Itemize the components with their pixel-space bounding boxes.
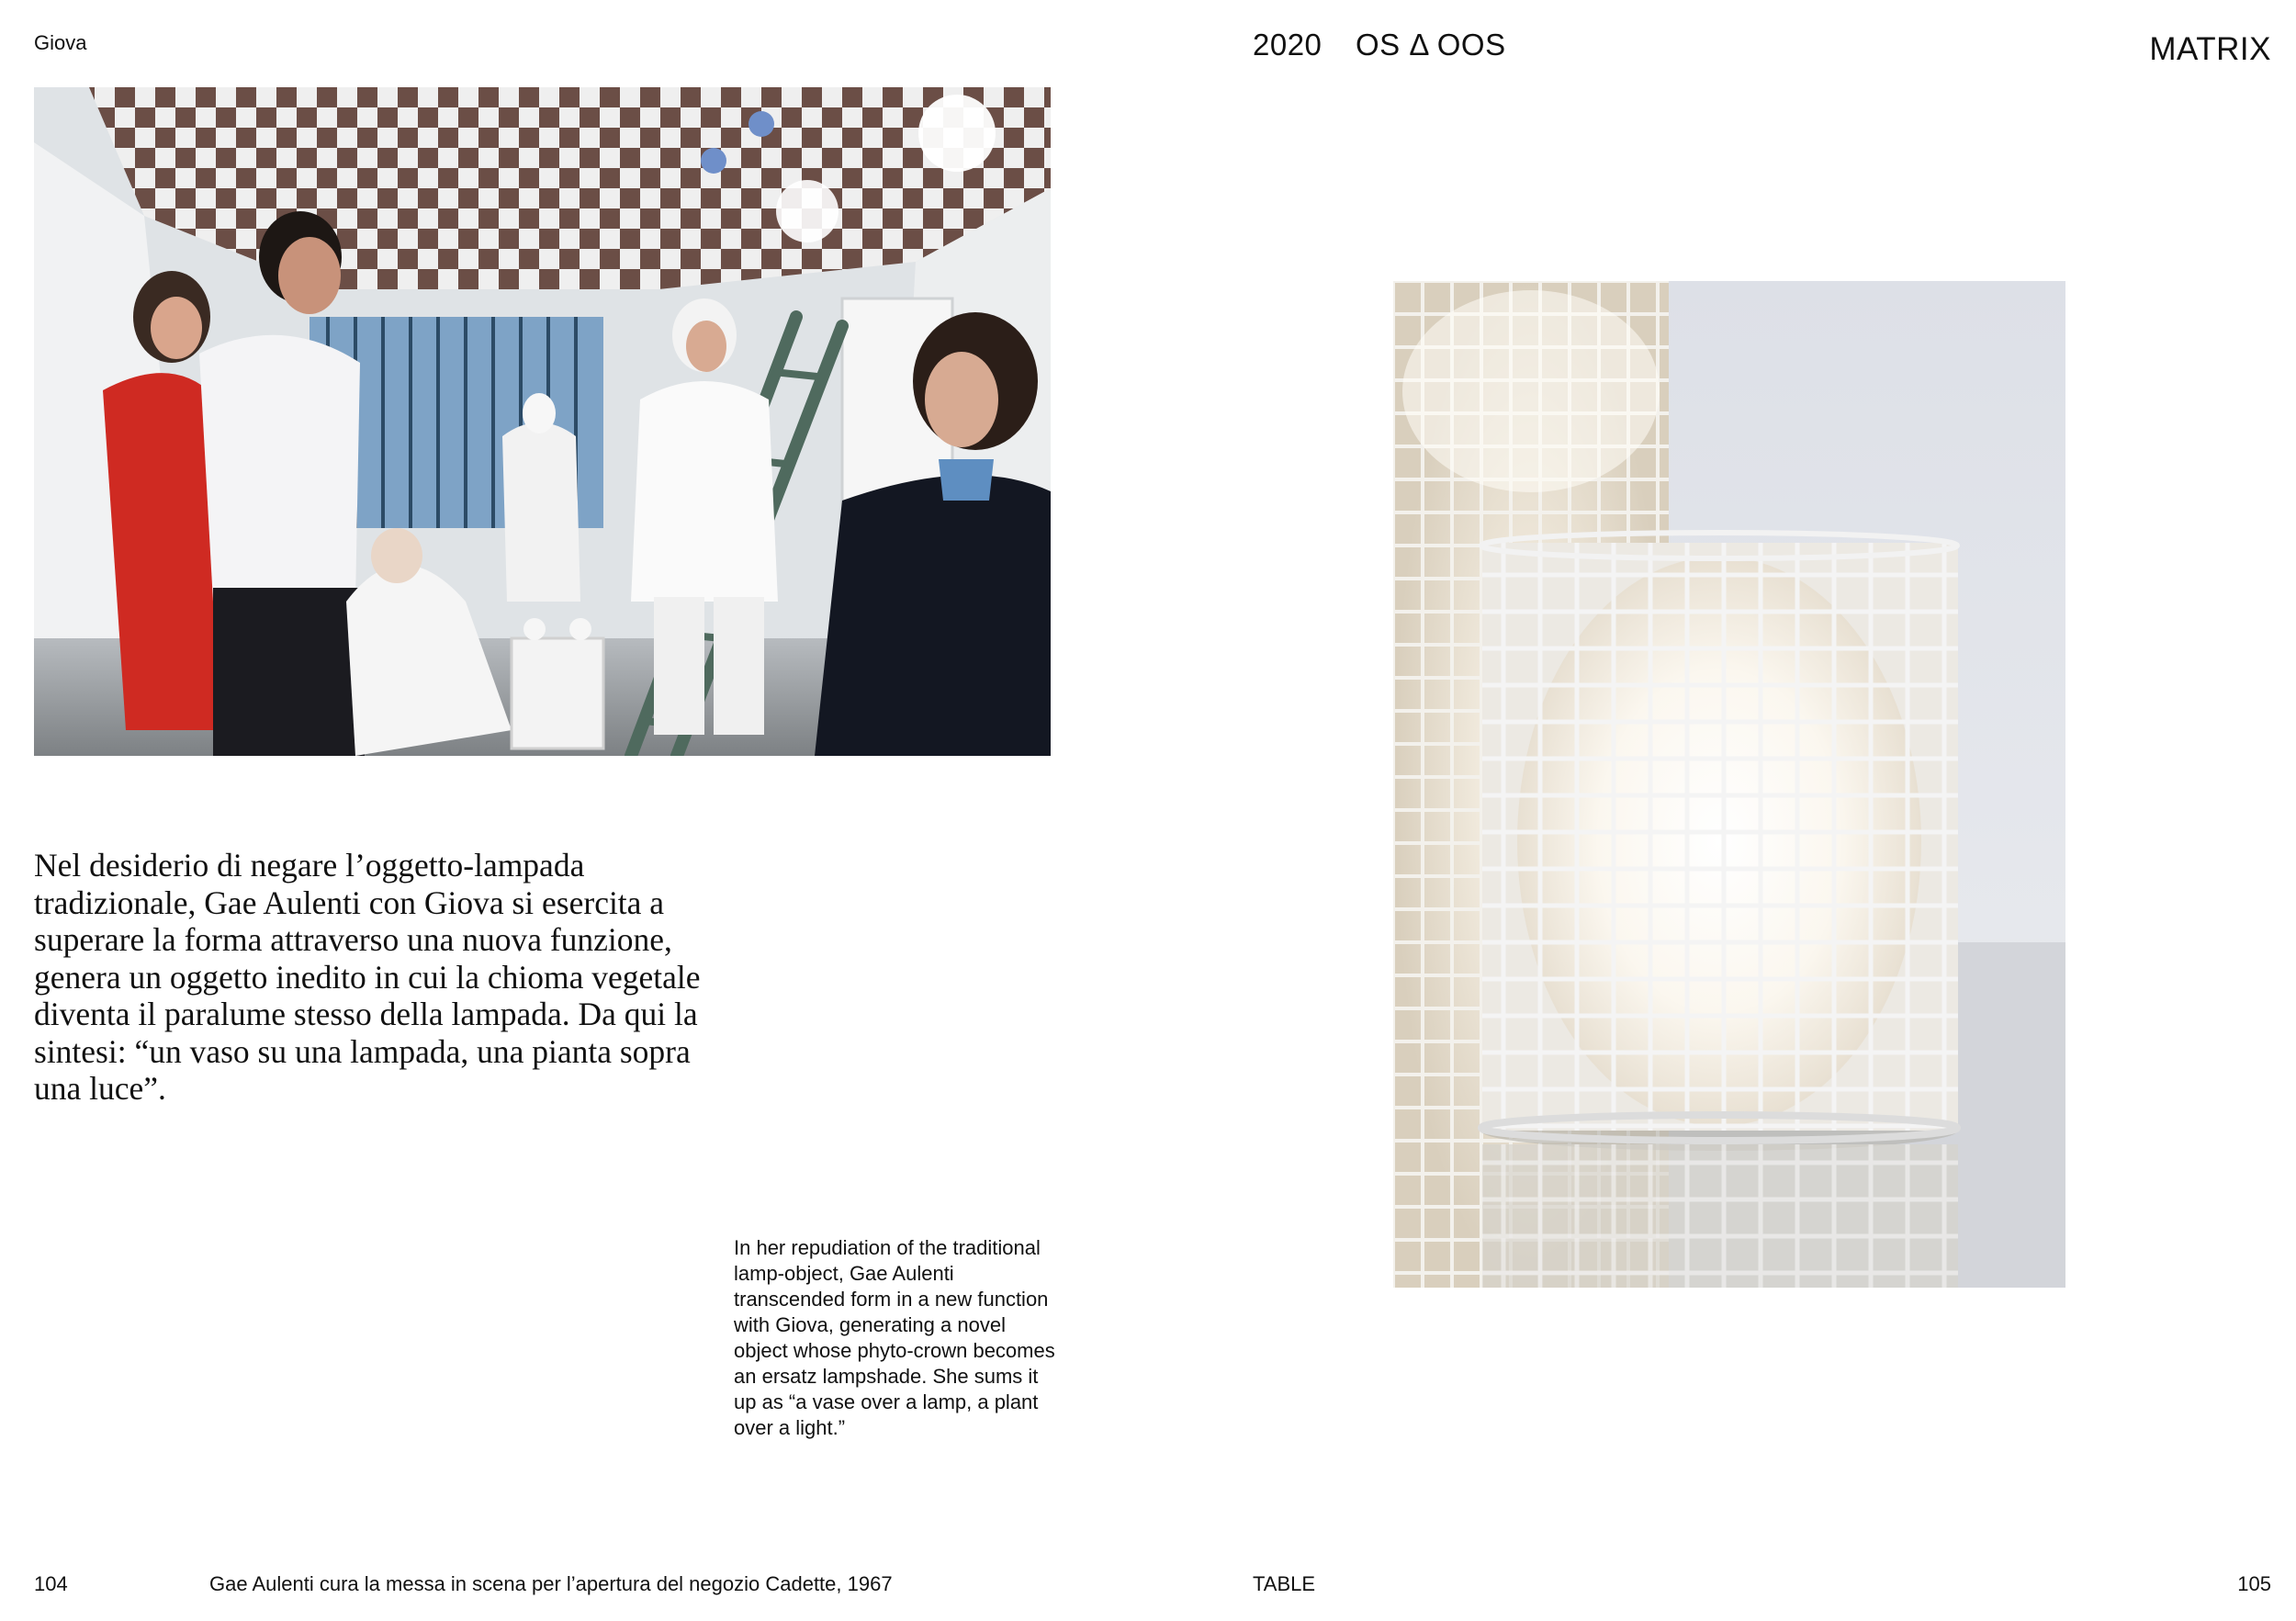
header-right-label: MATRIX xyxy=(2149,31,2271,67)
header-series: OS Δ OOS xyxy=(1356,28,1506,62)
vintage-photo-icon xyxy=(34,87,1051,756)
page-number-right: 105 xyxy=(2237,1572,2271,1595)
right-page xyxy=(1148,0,2296,1621)
page-number-left: 104 xyxy=(34,1572,68,1595)
section-label: TABLE xyxy=(1253,1572,1316,1595)
body-text-english: In her repudiation of the traditional lamp-object, Gae Aulenti transcended form in a new function with Giova, generating a novel object whose phyto-crown becomes an ersatz lampshade. She sums it up as “a vase over a lamp, a plant over a light.” xyxy=(734,1236,1055,1439)
lamp-photo-icon xyxy=(1393,281,2065,1288)
header-left-label: Giova xyxy=(34,31,87,54)
header-year: 2020 xyxy=(1253,28,1322,62)
body-text-italian: Nel desiderio di negare l’oggetto-lampada tradizionale, Gae Aulenti con Giova si esercita a superare la forma attraverso una nuova funzione, genera un oggetto inedito in cui la chioma vegetale diventa il paralume stesso della lampada. Da qui la sintesi: “un vaso su una lampada, una pianta sopra una luce”. xyxy=(34,847,701,1107)
photo-caption: Gae Aulenti cura la messa in scena per l’apertura del negozio Cadette, 1967 xyxy=(209,1572,893,1595)
